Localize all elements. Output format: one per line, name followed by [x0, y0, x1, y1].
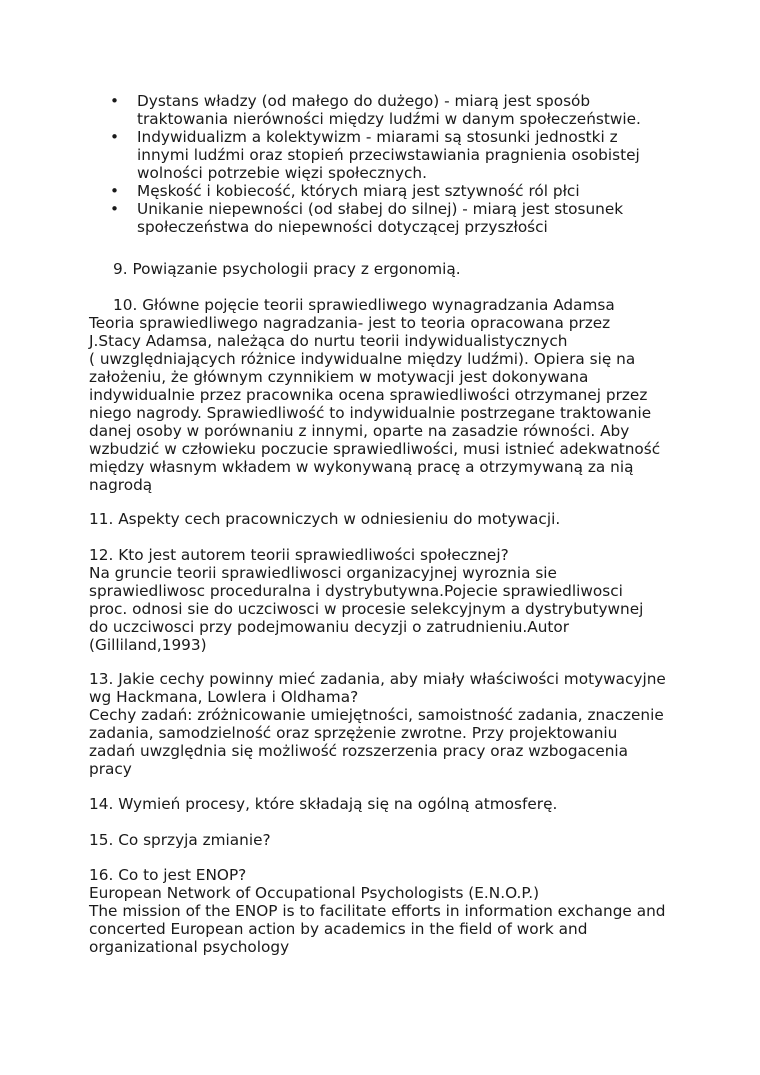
text-line: Męskość i kobiecość, których miarą jest sztywność ról płci: [137, 182, 580, 200]
text-line: 11. Aspekty cech pracowniczych w odniesieniu do motywacji.: [89, 510, 561, 528]
text-line: Indywidualizm a kolektywizm - miarami są stosunki jednostki z: [137, 128, 618, 146]
question-heading: 12. Kto jest autorem teorii sprawiedliwości społecznej?: [89, 546, 509, 564]
text-line: ( uwzględniających różnice indywidualne między ludźmi). Opiera się na: [89, 350, 636, 368]
text-line: Cechy zadań: zróżnicowanie umiejętności, samoistność zadania, znaczenie: [89, 706, 664, 724]
question-heading: wg Hackmana, Lowlera i Oldhama?: [89, 688, 359, 706]
text-line: Dystans władzy (od małego do dużego) - miarą jest sposób: [137, 92, 591, 110]
text-line: Na gruncie teorii sprawiedliwosci organizacyjnej wyroznia sie: [89, 564, 557, 582]
question-13: [89, 670, 666, 778]
text-line: danej osoby w porównaniu z innymi, oparte na zasadzie równości. Aby: [89, 422, 630, 440]
text-line: niego nagrody. Sprawiedliwość to indywidualnie postrzegane traktowanie: [89, 404, 652, 422]
bullet-list: [110, 92, 690, 236]
text-line: J.Stacy Adamsa, należąca do nurtu teorii indywidualistycznych: [89, 332, 568, 350]
list-item: [110, 182, 690, 200]
question-16: [89, 866, 666, 956]
text-line: proc. odnosi sie do uczciwosci w procesie selekcyjnym a dystrybutywnej: [89, 600, 644, 618]
bullet-icon: •: [110, 182, 120, 200]
text-line: wolności potrzebie więzi społecznych.: [137, 164, 427, 182]
text-line: 15. Co sprzyja zmianie?: [89, 831, 271, 849]
text-line: Unikanie niepewności (od słabej do silnej) - miarą jest stosunek: [137, 200, 624, 218]
text-line: 9. Powiązanie psychologii pracy z ergonomią.: [113, 260, 461, 278]
text-line: Teoria sprawiedliwego nagradzania- jest to teoria opracowana przez: [89, 314, 611, 332]
text-line: nagrodą: [89, 476, 153, 494]
bullet-icon: •: [110, 92, 120, 110]
question-11: [89, 510, 560, 528]
text-line: The mission of the ENOP is to facilitate efforts in information exchange and: [89, 902, 666, 920]
question-heading: 10. Główne pojęcie teorii sprawiedliwego wynagradzania Adamsa: [113, 296, 615, 314]
question-heading: 16. Co to jest ENOP?: [89, 866, 247, 884]
text-line: (Gilliland,1993): [89, 636, 207, 654]
text-line: między własnym wkładem w wykonywaną pracę a otrzymywaną za nią: [89, 458, 634, 476]
bullet-icon: •: [110, 128, 120, 146]
text-line: traktowania nierówności między ludźmi w danym społeczeństwie.: [137, 110, 641, 128]
text-line: założeniu, że głównym czynnikiem w motywacji jest dokonywana: [89, 368, 589, 386]
question-12: [89, 546, 643, 654]
text-line: pracy: [89, 760, 132, 778]
list-item: [110, 128, 690, 182]
text-line: innymi ludźmi oraz stopień przeciwstawiania pragnienia osobistej: [137, 146, 640, 164]
text-line: 14. Wymień procesy, które składają się na ogólną atmosferę.: [89, 795, 558, 813]
text-line: concerted European action by academics in the field of work and: [89, 920, 588, 938]
text-line: zadania, samodzielność oraz sprzężenie zwrotne. Przy projektowaniu: [89, 724, 618, 742]
text-line: wzbudzić w człowieku poczucie sprawiedliwości, musi istnieć adekwatność: [89, 440, 661, 458]
text-line: sprawiedliwosc proceduralna i dystrybutywna.Pojecie sprawiedliwosci: [89, 582, 623, 600]
question-heading: 13. Jakie cechy powinny mieć zadania, aby miały właściwości motywacyjne: [89, 670, 666, 688]
question-15: [89, 831, 271, 849]
text-line: European Network of Occupational Psychologists (E.N.O.P.): [89, 884, 540, 902]
text-line: indywidualnie przez pracownika ocena sprawiedliwości otrzymanej przez: [89, 386, 648, 404]
question-14: [89, 795, 557, 813]
list-item: [110, 200, 690, 236]
question-10: [89, 296, 660, 494]
text-line: społeczeństwa do niepewności dotyczącej przyszłości: [137, 218, 548, 236]
list-item: [110, 92, 690, 128]
text-line: organizational psychology: [89, 938, 290, 956]
text-line: zadań uwzględnia się możliwość rozszerzenia pracy oraz wzbogacenia: [89, 742, 629, 760]
bullet-icon: •: [110, 200, 120, 218]
text-line: do uczciwosci przy podejmowaniu decyzji o zatrudnieniu.Autor: [89, 618, 570, 636]
question-9: [113, 260, 461, 278]
